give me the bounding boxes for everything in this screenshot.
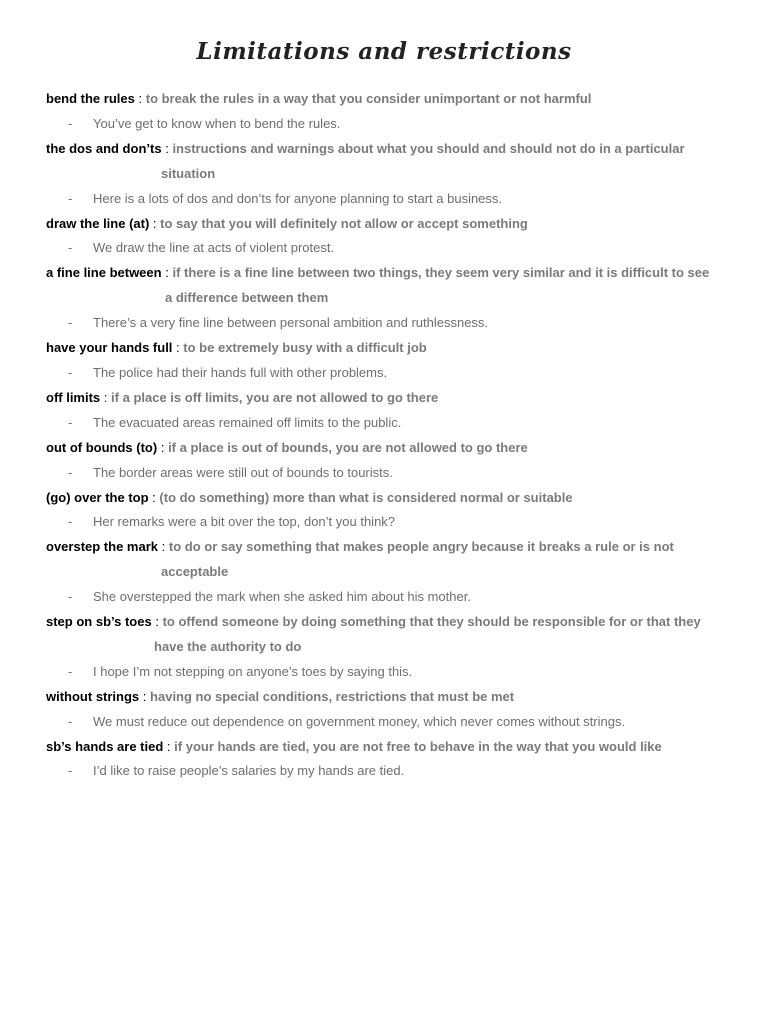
idiom-definition: to be extremely busy with a difficult job	[183, 340, 427, 356]
idiom-term: overstep the mark	[46, 539, 158, 555]
idiom-example	[46, 411, 726, 436]
list-item	[46, 610, 726, 685]
idiom-term: step on sb’s toes	[46, 614, 152, 630]
page-title: Limitations and restrictions	[196, 38, 572, 65]
idiom-definition: having no special conditions, restrictions that must be met	[150, 688, 515, 704]
idiom-list	[46, 87, 726, 784]
list-item	[46, 336, 726, 386]
example-text: The police had their hands full with other problems.	[93, 364, 388, 380]
idiom-term: (go) over the top	[46, 489, 149, 505]
idiom-term: off limits	[46, 389, 101, 405]
example-text: The border areas were still out of bounds to tourists.	[93, 464, 393, 480]
idiom-term: the dos and don’ts	[46, 140, 162, 156]
idiom-definition: to do or say something that makes people angry because it breaks a rule or is not	[168, 539, 674, 555]
idiom-term: a fine line between	[46, 265, 162, 281]
idiom-term: out of bounds (to)	[46, 439, 158, 455]
idiom-definition: to break the rules in a way that you consider unimportant or not harmful	[145, 91, 592, 106]
list-item	[46, 486, 726, 536]
term-line	[46, 137, 726, 162]
term-line	[46, 261, 726, 286]
idiom-definition: to say that you will definitely not allow or accept something	[160, 215, 528, 231]
list-item	[46, 261, 726, 336]
term-line	[46, 386, 726, 411]
term-line	[46, 685, 726, 710]
term-line	[46, 535, 726, 560]
list-item	[46, 212, 726, 262]
idiom-definition: if there is a fine line between two things, they seem very similar and it is difficult to see	[172, 265, 710, 281]
idiom-term: have your hands full	[46, 340, 173, 356]
idiom-definition: instructions and warnings about what you should and should not do in a particular	[172, 140, 685, 156]
separator: :	[103, 389, 108, 405]
separator: :	[152, 489, 156, 505]
example-text: She overstepped the mark when she asked him about his mother.	[93, 589, 471, 605]
idiom-example	[46, 311, 726, 336]
idiom-term: draw the line (at)	[46, 215, 150, 231]
separator: :	[152, 215, 157, 231]
example-text: Here is a lots of dos and don’ts for anyone planning to start a business.	[93, 190, 503, 206]
list-item	[46, 685, 726, 735]
separator: :	[155, 614, 159, 630]
list-item	[46, 735, 726, 785]
example-text: There’s a very fine line between personal ambition and ruthlessness.	[93, 315, 489, 331]
list-item	[46, 386, 726, 436]
term-line	[46, 436, 726, 461]
idiom-example	[46, 660, 726, 685]
dash-bullet: -	[68, 414, 73, 430]
definition-continuation: have the authority to do	[154, 638, 302, 654]
dash-bullet: -	[68, 364, 73, 380]
idiom-example	[46, 112, 726, 137]
term-line	[46, 212, 726, 237]
idiom-example	[46, 187, 726, 212]
dash-bullet: -	[68, 240, 73, 256]
dash-bullet: -	[68, 589, 73, 605]
dash-bullet: -	[68, 713, 73, 729]
dash-bullet: -	[68, 763, 73, 779]
idiom-definition: if a place is off limits, you are not allowed to go there	[111, 389, 439, 405]
dash-bullet: -	[68, 464, 73, 480]
separator: :	[166, 738, 171, 754]
example-text: The evacuated areas remained off limits to the public.	[93, 414, 402, 430]
definition-continuation: acceptable	[161, 564, 229, 580]
example-text: We must reduce out dependence on government money, which never comes without strings.	[93, 713, 626, 729]
separator: :	[160, 439, 165, 455]
idiom-example	[46, 461, 726, 486]
dash-bullet: -	[68, 663, 73, 679]
dash-bullet: -	[68, 315, 73, 331]
example-text: I hope I’m not stepping on anyone’s toes by saying this.	[93, 663, 413, 679]
idiom-example	[46, 585, 726, 610]
separator: :	[176, 340, 180, 356]
dash-bullet: -	[68, 115, 73, 131]
dash-bullet: -	[68, 514, 73, 530]
idiom-example	[46, 759, 726, 784]
idiom-term: sb’s hands are tied	[46, 738, 164, 754]
term-line	[46, 735, 726, 760]
term-line	[46, 486, 726, 511]
idiom-definition: if your hands are tied, you are not free to behave in the way that you would like	[174, 738, 662, 754]
idiom-definition: (to do something) more than what is considered normal or suitable	[159, 489, 573, 505]
separator: :	[165, 140, 169, 156]
separator: :	[138, 91, 143, 106]
term-line	[46, 336, 726, 361]
dash-bullet: -	[68, 190, 73, 206]
example-text: You’ve get to know when to bend the rules.	[93, 115, 341, 131]
idiom-definition: if a place is out of bounds, you are not allowed to go there	[168, 439, 528, 455]
list-item	[46, 535, 726, 610]
example-text: I’d like to raise people’s salaries by my hands are tied.	[93, 763, 405, 779]
idiom-example	[46, 510, 726, 535]
definition-continuation: a difference between them	[165, 290, 329, 306]
separator: :	[142, 688, 147, 704]
example-text: Her remarks were a bit over the top, don’t you think?	[93, 514, 396, 530]
list-item	[46, 436, 726, 486]
list-item	[46, 87, 726, 137]
idiom-term: bend the rules	[46, 91, 135, 106]
separator: :	[165, 265, 169, 281]
idiom-example	[46, 236, 726, 261]
example-text: We draw the line at acts of violent protest.	[93, 240, 335, 256]
definition-continuation: situation	[161, 165, 216, 181]
idiom-term: without strings	[46, 688, 140, 704]
term-line	[46, 87, 726, 112]
term-line	[46, 610, 726, 635]
idiom-example	[46, 361, 726, 386]
list-item	[46, 137, 726, 212]
idiom-example	[46, 710, 726, 735]
idiom-definition: to offend someone by doing something that they should be responsible for or that they	[162, 614, 701, 630]
separator: :	[161, 539, 166, 555]
